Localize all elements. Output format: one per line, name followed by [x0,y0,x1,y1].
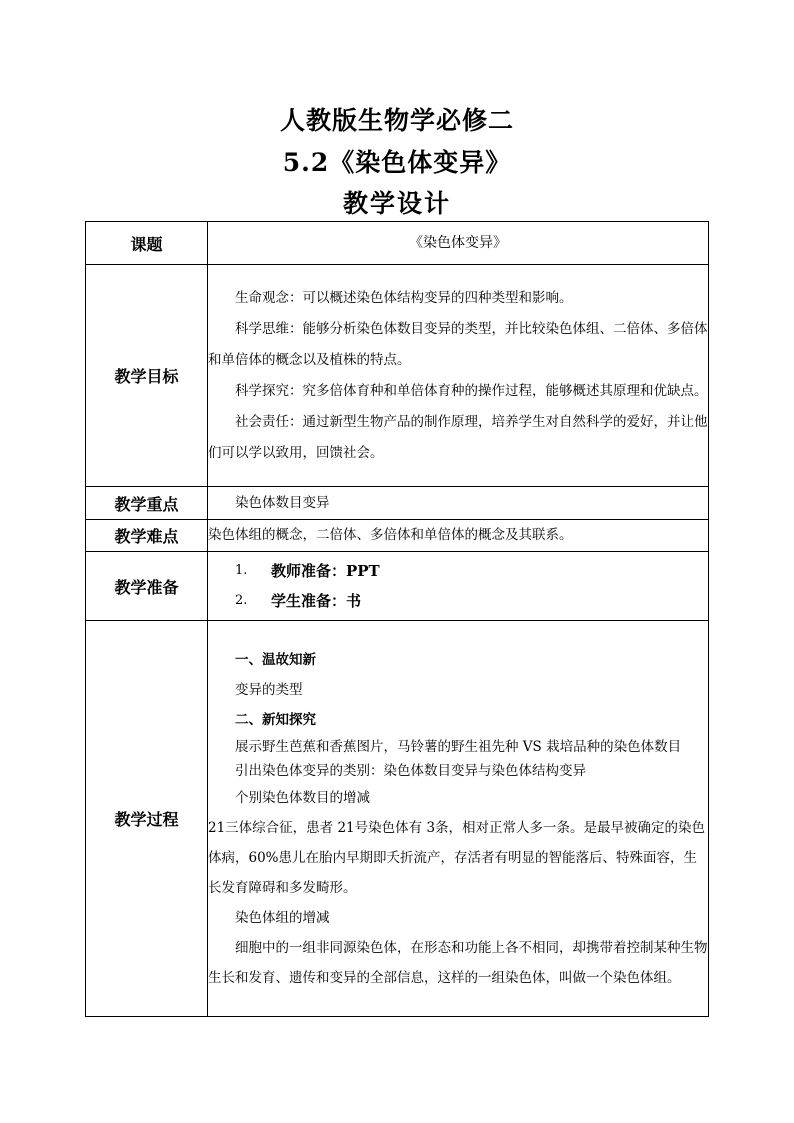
process-paragraph: 21三体综合征，患者 21号染色体有 3条，相对正常人多一条。是最早被确定的染色体病，60%患儿在胎内早期即夭折流产，存活者有明显的智能落后、特殊面容，生长发育障碍和多发畸形。 [208,819,706,896]
preparation-text: 教师准备：PPT [271,562,380,580]
row-topic [86,222,709,265]
difficulty-text: 染色体组的概念，二倍体、多倍体和单倍体的概念及其联系。 [208,527,573,543]
process-content [208,621,709,1017]
process-paragraph: 细胞中的一组非同源染色体，在形态和功能上各不相同，却携带着控制某种生物生长和发育、遗传和变异的全部信息，这样的一组染色体，叫做一个染色体组。 [208,939,708,986]
key-point-label: 教学重点 [86,487,208,520]
objective-item: 科学思维：能够分析染色体数目变异的类型，并比较染色体组、二倍体、多倍体和单倍体的概念以及植株的特点。 [208,320,708,368]
objectives-content [208,265,709,487]
preparation-text: 学生准备：书 [271,592,362,610]
document-subtitle: 教学设计 [342,189,451,218]
process-label: 教学过程 [86,621,208,1017]
process-paragraph: 变异的类型 [235,681,303,698]
process-paragraph: 个别染色体数目的增减 [235,789,370,806]
lesson-plan-table [85,221,709,1017]
objective-item: 科学探究：究多倍体育种和单倍体育种的操作过程，能够概述其原理和优缺点。 [235,382,708,399]
key-point-content [208,487,709,520]
topic-text: 《染色体变异》 [409,234,507,251]
preparation-label: 教学准备 [86,552,208,621]
row-process [86,621,709,1017]
row-objectives [86,265,709,487]
objective-item: 生命观念：可以概述染色体结构变异的四种类型和影响。 [235,289,573,306]
difficulty-content [208,520,709,552]
preparation-content [208,552,709,621]
row-preparation [86,552,709,621]
process-paragraph: 染色体组的增减 [235,909,330,926]
document-title: 人教版生物学必修二 [279,106,514,135]
process-paragraph: 展示野生芭蕉和香蕉图片，马铃薯的野生祖先种 VS 栽培品种的染色体数目 [235,738,682,755]
objectives-label: 教学目标 [86,265,208,487]
topic-value [208,222,709,265]
key-point-text: 染色体数目变异 [235,494,330,511]
objective-item: 社会责任：通过新型生物产品的制作原理，培养学生对自然科学的爱好，并让他们可以学以致用，回馈社会。 [208,413,708,461]
preparation-item [235,586,708,616]
row-difficulty [86,520,709,552]
process-paragraph: 引出染色体变异的类别：染色体数目变异与染色体结构变异 [235,762,586,779]
section-heading: 二、新知探究 [235,711,316,728]
preparation-number: 2. [235,593,248,608]
preparation-item [235,556,708,586]
difficulty-label: 教学难点 [86,520,208,552]
preparation-number: 1. [235,563,248,578]
lesson-title: 5.2《染色体变异》 [282,148,512,177]
section-heading: 一、温故知新 [235,651,316,668]
row-key-point [86,487,709,520]
topic-label: 课题 [86,222,208,265]
